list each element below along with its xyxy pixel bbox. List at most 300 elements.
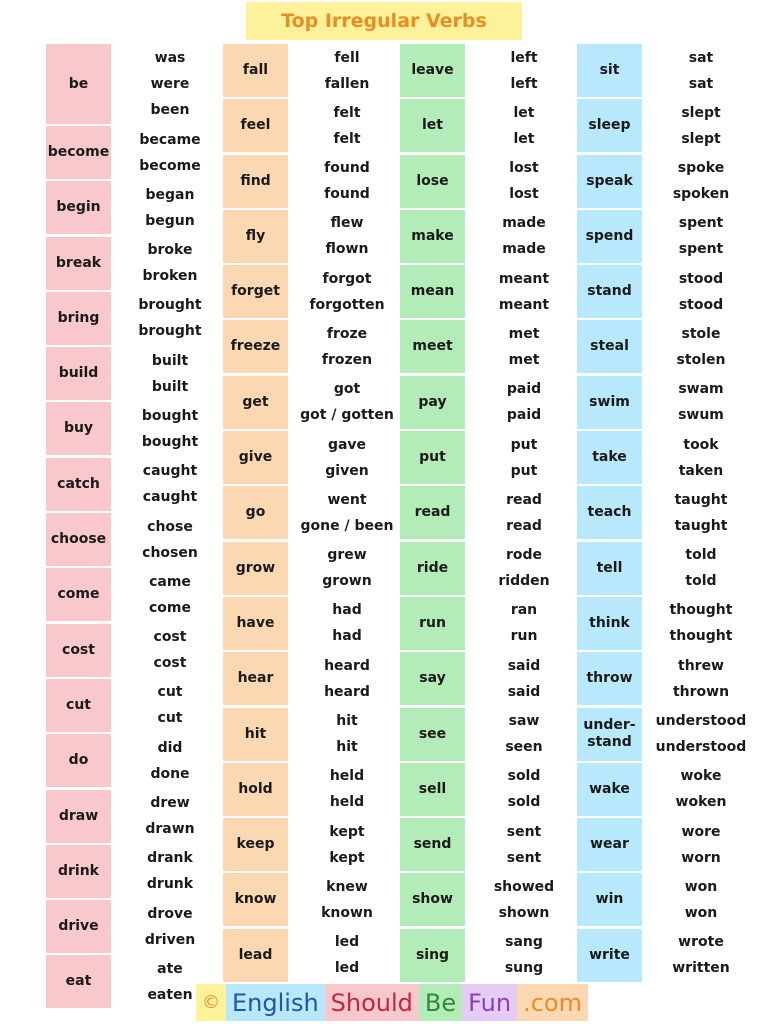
verb-forms — [642, 708, 760, 761]
verb-form: paid — [506, 407, 542, 424]
verb-form: thrown — [672, 683, 730, 700]
verb-base: build — [46, 347, 111, 400]
verb-forms — [465, 929, 583, 982]
verb-base: tell — [577, 542, 642, 595]
verb-form: understood — [655, 713, 747, 730]
verb-form: felt — [333, 130, 361, 147]
verb-form: cost — [153, 655, 187, 672]
verb-form: stole — [681, 325, 721, 342]
verb-base: lead — [223, 929, 288, 982]
verb-form: forgot — [322, 270, 372, 287]
verb-form: broken — [142, 268, 198, 285]
verb-base: sell — [400, 763, 465, 816]
verb-form: sang — [505, 934, 543, 951]
verb-forms — [642, 597, 760, 650]
verb-form: fell — [334, 49, 360, 66]
verb-row — [577, 873, 753, 928]
verb-form: put — [510, 462, 538, 479]
verb-form: forgotten — [309, 296, 385, 313]
verb-form: did — [157, 739, 183, 756]
verb-base: stand — [577, 265, 642, 318]
verb-forms — [642, 486, 760, 539]
verb-forms — [111, 568, 229, 621]
verb-form: hit — [336, 739, 358, 756]
verb-forms — [642, 431, 760, 484]
verb-form: slept — [681, 104, 721, 121]
verb-base: leave — [400, 44, 465, 97]
verb-row — [46, 458, 222, 513]
verb-row — [400, 376, 576, 431]
verb-form: said — [507, 683, 541, 700]
verb-forms — [642, 763, 760, 816]
verb-row — [577, 818, 753, 873]
verb-form: caught — [142, 489, 198, 506]
verb-form: was — [154, 50, 186, 66]
verb-row — [577, 155, 753, 210]
verb-form: begun — [145, 212, 195, 229]
verb-form: drunk — [146, 876, 194, 893]
verb-base: fall — [223, 44, 288, 97]
verb-row — [223, 542, 399, 597]
verb-base: do — [46, 734, 111, 787]
verb-form: froze — [326, 325, 368, 342]
verb-base: be — [46, 44, 111, 124]
verb-form: woken — [675, 794, 727, 811]
verb-forms — [465, 818, 583, 871]
verb-form: told — [685, 547, 717, 564]
footer-part: Be — [419, 984, 462, 1021]
verb-form: written — [672, 960, 730, 977]
verb-column-2 — [223, 44, 399, 984]
verb-base: go — [223, 486, 288, 539]
verb-form: sung — [504, 960, 544, 977]
verb-form: stood — [678, 296, 724, 313]
verb-forms — [288, 44, 406, 97]
verb-base: pay — [400, 376, 465, 429]
verb-row — [577, 708, 753, 763]
verb-row — [223, 708, 399, 763]
verb-forms — [642, 873, 760, 926]
verb-form: fallen — [324, 75, 370, 92]
verb-row — [400, 431, 576, 486]
verb-base: have — [223, 597, 288, 650]
verb-row — [577, 763, 753, 818]
verb-forms — [465, 44, 583, 97]
verb-base: run — [400, 597, 465, 650]
verb-form: brought — [138, 323, 202, 340]
verb-row — [46, 790, 222, 845]
verb-form: read — [506, 517, 542, 534]
verb-form: made — [502, 241, 546, 258]
verb-row — [577, 44, 753, 99]
verb-forms — [642, 265, 760, 318]
verb-forms — [111, 624, 229, 677]
verb-forms — [465, 763, 583, 816]
verb-forms — [642, 376, 760, 429]
verb-base: give — [223, 431, 288, 484]
verb-form: chose — [147, 518, 193, 535]
verb-forms — [465, 265, 583, 318]
verb-form: had — [332, 602, 362, 619]
verb-base: hold — [223, 763, 288, 816]
verb-form: let — [513, 130, 535, 147]
verb-row — [400, 155, 576, 210]
footer-part: Fun — [462, 984, 517, 1021]
verb-form: read — [506, 491, 542, 508]
verb-form: spoke — [677, 160, 725, 177]
verb-base: begin — [46, 181, 111, 234]
verb-form: led — [334, 960, 360, 977]
verb-forms — [642, 818, 760, 871]
verb-form: thought — [669, 602, 733, 619]
verb-forms — [642, 44, 760, 97]
verb-form: told — [685, 573, 717, 590]
verb-base: drink — [46, 845, 111, 898]
verb-form: cut — [157, 684, 183, 701]
verb-base: teach — [577, 486, 642, 539]
verb-forms — [465, 542, 583, 595]
verb-form: met — [508, 325, 540, 342]
verb-forms — [465, 486, 583, 539]
verb-row — [46, 402, 222, 457]
verb-row — [400, 542, 576, 597]
verb-form: flew — [330, 215, 364, 232]
verb-base: spend — [577, 210, 642, 263]
verb-form: knew — [326, 878, 368, 895]
verb-row — [400, 708, 576, 763]
verb-form: taught — [674, 517, 728, 534]
verb-base: sleep — [577, 99, 642, 152]
verb-form: taught — [674, 491, 728, 508]
verb-base: wake — [577, 763, 642, 816]
verb-forms — [111, 347, 229, 400]
verb-column-1 — [46, 44, 222, 1011]
verb-form: brought — [138, 297, 202, 314]
verb-form: drove — [147, 905, 193, 922]
verb-form: woke — [680, 768, 722, 785]
verb-base: see — [400, 708, 465, 761]
verb-form: broke — [147, 242, 193, 259]
verb-forms — [111, 181, 229, 234]
verb-forms — [642, 542, 760, 595]
verb-forms — [465, 652, 583, 705]
verb-form: caught — [142, 463, 198, 480]
verb-form: lost — [509, 186, 539, 203]
verb-form: gave — [327, 436, 367, 453]
verb-forms — [288, 431, 406, 484]
verb-form: done — [150, 765, 190, 782]
verb-form: become — [139, 157, 201, 174]
verb-forms — [288, 818, 406, 871]
verb-form: met — [508, 351, 540, 368]
verb-form: flown — [325, 241, 369, 258]
verb-form: went — [327, 491, 367, 508]
verb-forms — [642, 155, 760, 208]
verb-row — [577, 265, 753, 320]
verb-forms — [642, 210, 760, 263]
verb-form: sold — [507, 794, 541, 811]
verb-form: driven — [144, 931, 196, 948]
verb-form: bought — [141, 407, 199, 424]
verb-form: given — [325, 462, 369, 479]
verb-form: wore — [681, 823, 721, 840]
verb-base: steal — [577, 320, 642, 373]
verb-form: known — [321, 904, 373, 921]
verb-form: sent — [506, 849, 542, 866]
verb-form: spoken — [672, 186, 730, 203]
verb-form: lost — [509, 160, 539, 177]
verb-form: grown — [322, 573, 372, 590]
footer-part: Should — [325, 984, 419, 1021]
verb-base: think — [577, 597, 642, 650]
verb-form: worn — [681, 849, 721, 866]
verb-base: cost — [46, 624, 111, 677]
verb-forms — [288, 376, 406, 429]
verb-base: sit — [577, 44, 642, 97]
verb-forms — [111, 734, 229, 787]
verb-base: choose — [46, 513, 111, 566]
verb-form: saw — [508, 713, 540, 730]
verb-form: meant — [498, 270, 550, 287]
verb-row — [223, 155, 399, 210]
verb-form: come — [149, 599, 191, 616]
verb-base: freeze — [223, 320, 288, 373]
verb-row — [46, 292, 222, 347]
verb-base: grow — [223, 542, 288, 595]
verb-column-4 — [577, 44, 753, 984]
verb-base: put — [400, 431, 465, 484]
verb-row — [46, 347, 222, 402]
verb-form: threw — [678, 657, 724, 674]
verb-form: taken — [678, 462, 724, 479]
verb-row — [223, 210, 399, 265]
verb-form: led — [334, 934, 360, 951]
verb-forms — [111, 292, 229, 345]
verb-forms — [288, 99, 406, 152]
verb-forms — [465, 210, 583, 263]
verb-forms — [642, 99, 760, 152]
verb-form: gone / been — [300, 517, 394, 534]
verb-form: sold — [507, 768, 541, 785]
verb-base: forget — [223, 265, 288, 318]
verb-row — [223, 320, 399, 375]
verb-base: write — [577, 929, 642, 982]
verb-row — [400, 818, 576, 873]
verb-forms — [111, 237, 229, 290]
verb-base: make — [400, 210, 465, 263]
verb-form: showed — [493, 878, 555, 895]
verb-base: sing — [400, 929, 465, 982]
verb-row — [46, 734, 222, 789]
verb-form: were — [150, 76, 190, 92]
verb-form: had — [332, 628, 362, 645]
verb-row — [46, 900, 222, 955]
verb-base: show — [400, 873, 465, 926]
verb-base: fly — [223, 210, 288, 263]
verb-row — [577, 431, 753, 486]
verb-row — [46, 624, 222, 679]
verb-row — [46, 44, 222, 126]
verb-forms — [465, 873, 583, 926]
verb-base: draw — [46, 790, 111, 843]
verb-forms — [288, 265, 406, 318]
verb-row — [577, 376, 753, 431]
verb-form: said — [507, 657, 541, 674]
verb-forms — [288, 542, 406, 595]
verb-forms — [288, 155, 406, 208]
verb-row — [577, 320, 753, 375]
verb-form: run — [510, 628, 538, 645]
verb-row — [577, 486, 753, 541]
verb-base: meet — [400, 320, 465, 373]
verb-form: stolen — [676, 351, 726, 368]
verb-forms — [288, 763, 406, 816]
verb-form: put — [510, 436, 538, 453]
verb-form: swam — [678, 381, 724, 398]
verb-form: ran — [510, 602, 538, 619]
verb-row — [223, 265, 399, 320]
verb-forms — [288, 597, 406, 650]
verb-base: catch — [46, 458, 111, 511]
verb-row — [400, 265, 576, 320]
verb-form: drew — [150, 795, 190, 812]
verb-row — [577, 929, 753, 984]
verb-row — [223, 763, 399, 818]
verb-form: chosen — [142, 544, 198, 561]
verb-row — [577, 99, 753, 154]
verb-row — [46, 568, 222, 623]
verb-form: found — [324, 186, 370, 203]
verb-forms — [111, 44, 229, 124]
verb-forms — [111, 458, 229, 511]
verb-base: swim — [577, 376, 642, 429]
verb-base: lose — [400, 155, 465, 208]
verb-row — [400, 929, 576, 984]
verb-base: get — [223, 376, 288, 429]
verb-form: built — [151, 352, 189, 369]
verb-forms — [111, 845, 229, 898]
verb-row — [46, 126, 222, 181]
verb-forms — [288, 929, 406, 982]
verb-row — [400, 99, 576, 154]
verb-form: made — [502, 215, 546, 232]
verb-base: take — [577, 431, 642, 484]
verb-row — [400, 486, 576, 541]
verb-row — [46, 845, 222, 900]
verb-form: kept — [329, 849, 365, 866]
verb-row — [46, 679, 222, 734]
verb-row — [400, 873, 576, 928]
verb-base: cut — [46, 679, 111, 732]
verb-forms — [111, 126, 229, 179]
verb-form: won — [684, 878, 718, 895]
verb-form: thought — [669, 628, 733, 645]
verb-form: spent — [678, 241, 724, 258]
verb-form: shown — [498, 904, 550, 921]
verb-form: wrote — [678, 934, 724, 951]
verb-form: drank — [147, 850, 193, 867]
verb-row — [223, 486, 399, 541]
verb-form: spent — [678, 215, 724, 232]
verb-row — [577, 542, 753, 597]
verb-forms — [465, 376, 583, 429]
verb-row — [223, 376, 399, 431]
page-title: Top Irregular Verbs — [246, 2, 522, 40]
verb-base: say — [400, 652, 465, 705]
verb-form: held — [329, 794, 365, 811]
verb-form: seen — [505, 739, 543, 756]
verb-base: hit — [223, 708, 288, 761]
footer-logo — [196, 984, 588, 1021]
verb-form: drawn — [145, 821, 195, 838]
verb-form: left — [510, 49, 538, 66]
verb-base: become — [46, 126, 111, 179]
verb-forms — [288, 210, 406, 263]
verb-form: kept — [329, 823, 365, 840]
verb-form: heard — [324, 657, 370, 674]
verb-base: buy — [46, 402, 111, 455]
verb-base: let — [400, 99, 465, 152]
verb-form: sent — [506, 823, 542, 840]
verb-form: been — [150, 102, 190, 118]
verb-base: under- stand — [577, 708, 642, 761]
verb-form: felt — [333, 104, 361, 121]
verb-forms — [111, 900, 229, 953]
verb-row — [223, 597, 399, 652]
verb-row — [577, 210, 753, 265]
verb-form: ate — [157, 960, 183, 977]
verb-base: hear — [223, 652, 288, 705]
verb-forms — [288, 652, 406, 705]
verb-base: throw — [577, 652, 642, 705]
verb-row — [400, 763, 576, 818]
verb-base: speak — [577, 155, 642, 208]
verb-forms — [288, 708, 406, 761]
verb-forms — [288, 486, 406, 539]
verb-forms — [465, 99, 583, 152]
verb-form: swum — [678, 407, 724, 424]
verb-form: rode — [505, 547, 543, 564]
verb-row — [223, 873, 399, 928]
verb-row — [46, 181, 222, 236]
verb-base: mean — [400, 265, 465, 318]
verb-form: stood — [678, 270, 724, 287]
verb-row — [400, 210, 576, 265]
verb-row — [223, 99, 399, 154]
verb-form: sat — [688, 49, 714, 66]
verb-form: meant — [498, 296, 550, 313]
verb-row — [223, 818, 399, 873]
verb-forms — [288, 873, 406, 926]
verb-form: came — [149, 573, 191, 590]
footer-part: English — [226, 984, 325, 1021]
verb-form: began — [145, 186, 195, 203]
verb-row — [223, 929, 399, 984]
verb-form: hit — [336, 713, 358, 730]
verb-form: won — [684, 904, 718, 921]
verb-forms — [465, 431, 583, 484]
verb-base: ride — [400, 542, 465, 595]
verb-forms — [288, 320, 406, 373]
verb-base: feel — [223, 99, 288, 152]
verb-column-3 — [400, 44, 576, 984]
verb-base: read — [400, 486, 465, 539]
verb-form: got / gotten — [300, 407, 394, 424]
verb-base: know — [223, 873, 288, 926]
verb-row — [46, 513, 222, 568]
verb-forms — [465, 155, 583, 208]
verb-forms — [465, 708, 583, 761]
